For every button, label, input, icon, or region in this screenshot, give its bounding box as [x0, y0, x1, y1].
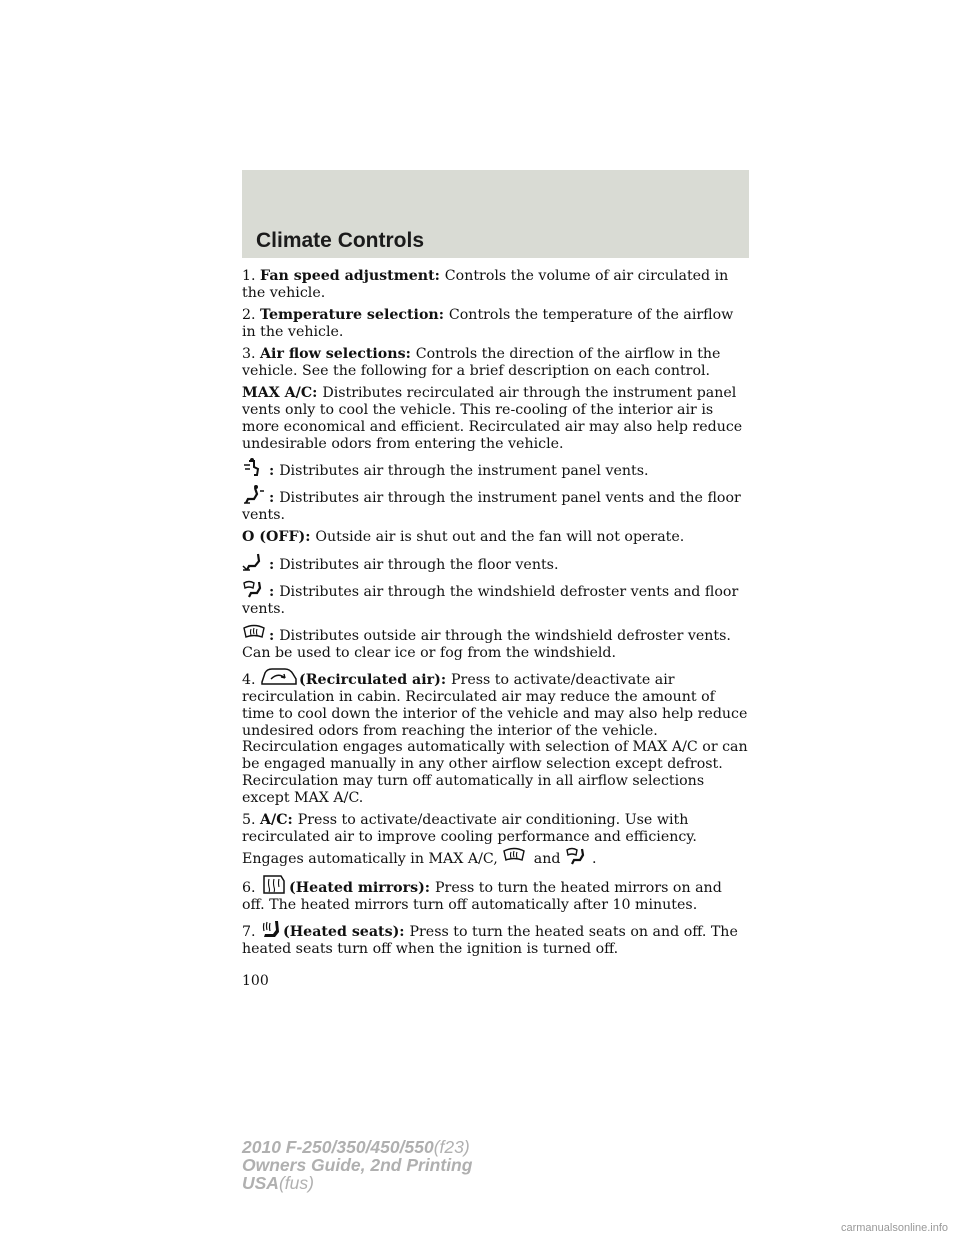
panel-vent-icon: [242, 458, 268, 478]
item-ac: 5. A/C: Press to activate/deactivate air conditioning. Use with recirculated air to improve cooling performance and efficiency. Engages automatically in MAX A/C, and .: [242, 812, 697, 867]
item-panel-vents: : Distributes air through the instrument panel vents.: [242, 458, 748, 480]
item-label: A/C:: [260, 812, 298, 829]
item-label: (Heated mirrors):: [289, 879, 435, 896]
item-text: Distributes recirculated air through the instrument panel vents only to cool the vehicle. This re-cooling of the interior air is more economical and efficient. Recirculated air may also help reduce undesirable odors from entering the vehicle.: [242, 385, 743, 452]
item-text: Distributes outside air through the windshield defroster vents. Can be used to clear ice or fog from the windshield.: [242, 628, 731, 661]
item-text: Controls the volume of air circulated in the vehicle.: [242, 268, 729, 301]
defrost-floor-icon: [242, 579, 268, 599]
item-defrost: : Distributes outside air through the windshield defroster vents. Can be used to clear ice or fog from the windshield.: [242, 623, 748, 662]
item-label: O (OFF):: [242, 529, 316, 546]
defrost-floor-icon: [565, 846, 591, 866]
footer-line-1: 2010 F-250/350/450/550(f23): [242, 1137, 470, 1157]
recirculation-icon: [260, 667, 298, 687]
item-label: (Recirculated air):: [299, 672, 452, 689]
manual-content: [242, 268, 748, 963]
item-airflow: 3. Air flow selections: Controls the direction of the airflow in the vehicle. See the following for a brief description on each control.: [242, 346, 721, 379]
item-label: MAX A/C:: [242, 385, 323, 402]
item-text: Distributes air through the floor vents.: [279, 556, 559, 573]
section-title: Climate Controls: [256, 229, 425, 252]
item-text: Press to turn the heated seats on and off. The heated seats turn off when the ignition is turned off.: [242, 924, 738, 957]
footer-line-2: Owners Guide, 2nd Printing: [242, 1155, 473, 1175]
heated-seat-icon: [260, 919, 282, 939]
defrost-icon: [502, 846, 528, 866]
footer-line-3: USA(fus): [242, 1173, 314, 1193]
item-text: Distributes air through the instrument panel vents.: [279, 462, 649, 479]
floor-vent-icon: [242, 552, 268, 572]
document-footer: [242, 1138, 472, 1192]
item-label: (Heated seats):: [283, 924, 410, 940]
item-text: Distributes air through the windshield defroster vents and floor vents.: [242, 583, 739, 617]
item-off: [242, 529, 748, 546]
panel-floor-vent-icon: [242, 485, 268, 505]
defrost-icon: [242, 623, 268, 643]
heated-mirror-icon: [260, 873, 288, 895]
item-heated-mirrors: 6. (Heated mirrors): Press to turn the heated mirrors on and off. The heated mirrors turn off automatically after 10 minutes.: [242, 873, 748, 914]
item-text: Outside air is shut out and the fan will not operate.: [315, 529, 685, 546]
item-label: Temperature selection:: [260, 307, 449, 324]
item-text: Controls the temperature of the airflow in the vehicle.: [242, 307, 734, 340]
item-text: Distributes air through the instrument panel vents and the floor vents.: [242, 490, 741, 524]
item-panel-floor-vents: : Distributes air through the instrument panel vents and the floor vents.: [242, 485, 748, 524]
item-defrost-floor: : Distributes air through the windshield defroster vents and floor vents.: [242, 579, 748, 618]
page-number: 100: [242, 973, 269, 989]
item-recirculated-air: 4. (Recirculated air): Press to activate/deactivate air recirculation in cabin. Recirculated air may reduce the amount of time to cool down the interior of the vehicle and may also help reduce undesired odors from reaching the interior of the vehicle. Recirculation engages automatically with selection of MAX A/C or can be engaged manually in any other airflow selection except defrost. Recirculation may turn off automatically in all airflow selections except MAX A/C.: [242, 667, 748, 806]
item-label: Air flow selections:: [260, 346, 416, 363]
item-text: Press to turn the heated mirrors on and off. The heated mirrors turn off automatically after 10 minutes.: [242, 879, 722, 913]
item-heated-seats: 7. (Heated seats): Press to turn the heated seats on and off. The heated seats turn off when the ignition is turned off.: [242, 919, 748, 958]
item-text: Press to activate/deactivate air recirculation in cabin. Recirculated air may reduce the amount of time to cool down the interior of the vehicle and may also help reduce undesired odors from reaching the interior of the vehicle. Recirculation engages automatically with selection of MAX A/C or can be engaged manually in any other airflow selection except defrost. Recirculation may turn off automatically in all airflow selections except MAX A/C.: [242, 672, 748, 806]
item-max-ac: [242, 385, 748, 452]
watermark: carmanualsonline.info: [840, 1222, 948, 1234]
item-temperature: 2. Temperature selection: Controls the temperature of the airflow in the vehicle.: [242, 307, 734, 340]
item-label: Fan speed adjustment:: [260, 268, 445, 284]
item-floor-vents: : Distributes air through the floor vents.: [242, 552, 748, 574]
item-fan-speed: 1. Fan speed adjustment: Controls the volume of air circulated in the vehicle.: [242, 268, 729, 301]
item-text: Controls the direction of the airflow in the vehicle. See the following for a brief description on each control.: [242, 346, 721, 379]
item-text: Press to activate/deactivate air conditioning. Use with recirculated air to improve cooling performance and efficiency. Engages automatically in MAX A/C,: [242, 812, 697, 867]
